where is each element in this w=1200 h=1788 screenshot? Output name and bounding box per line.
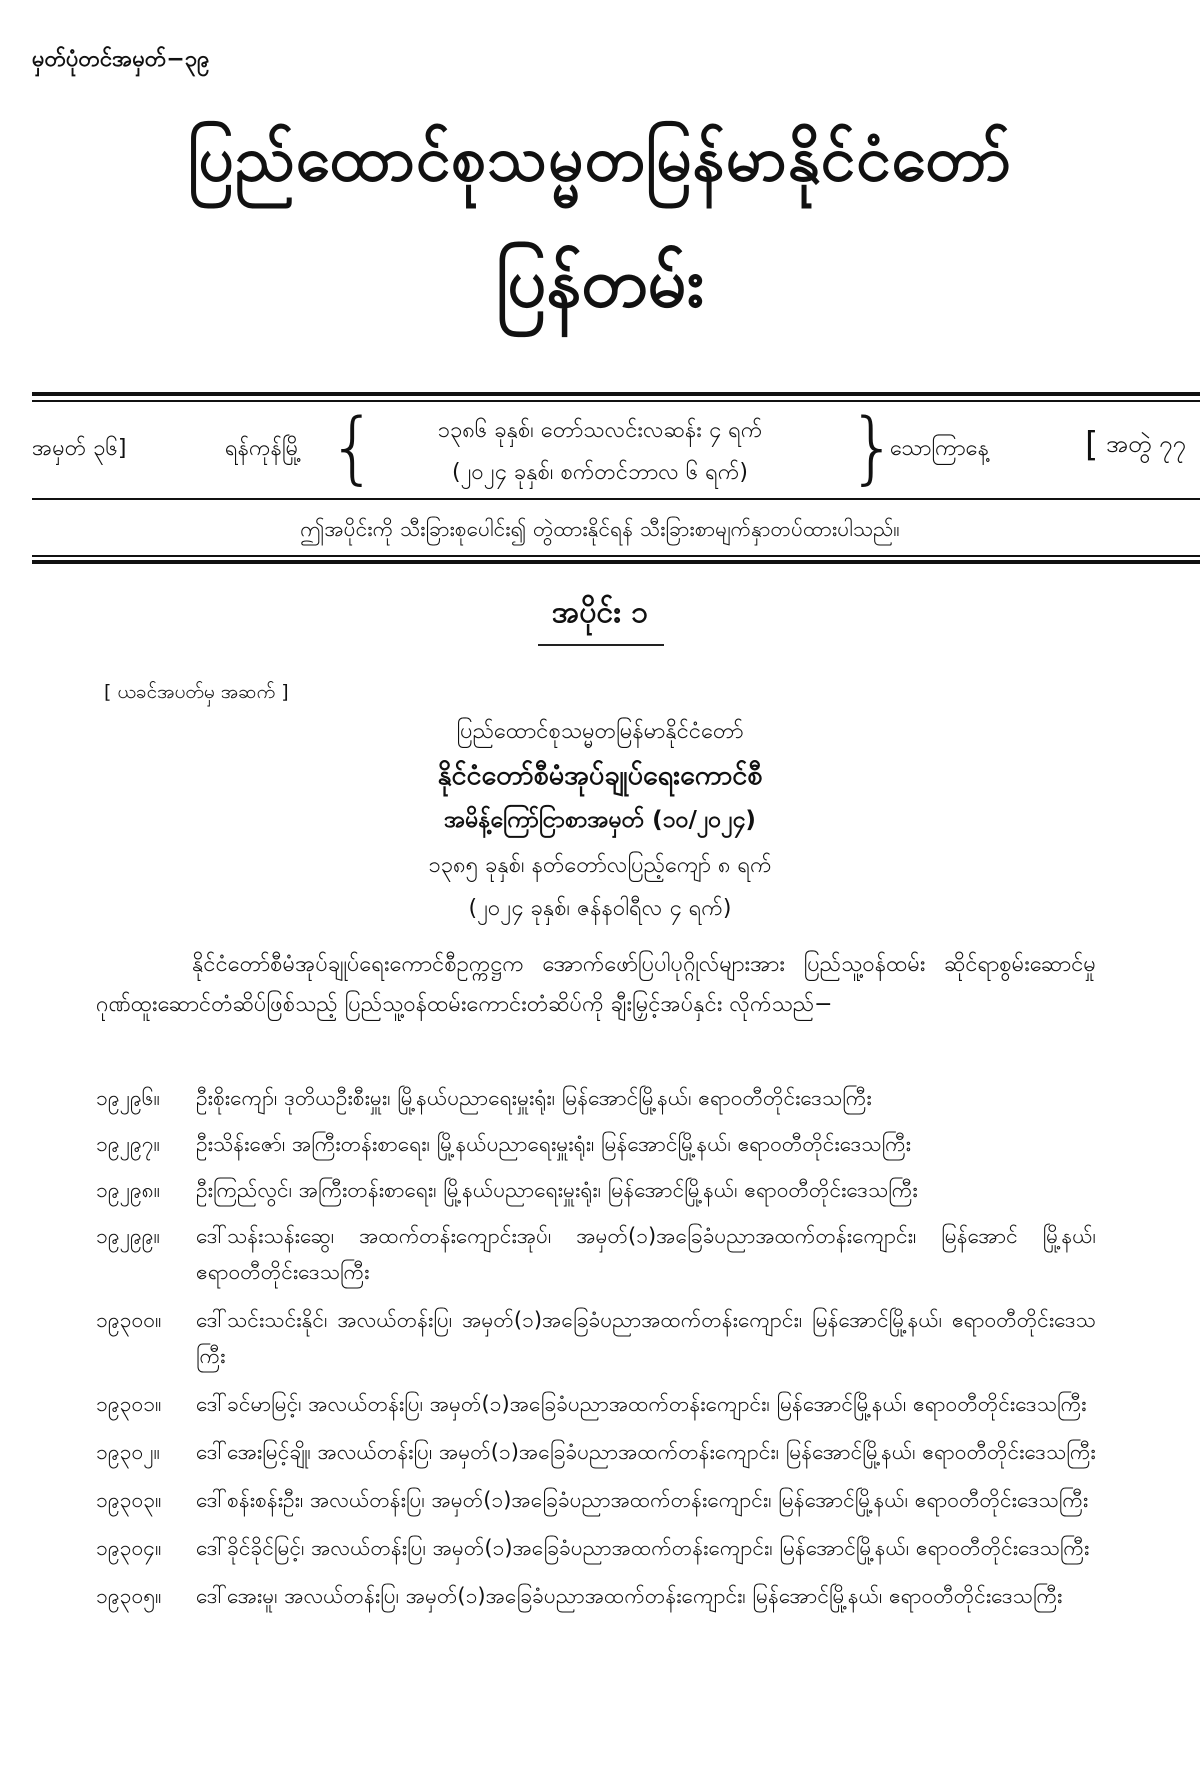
separate-binding-notice: ဤအပိုင်းကို သီးခြားစုပေါင်း၍ တွဲထားနိုင်ရန် သီးခြားစာမျက်နှာတပ်ထားပါသည်။ [300, 517, 900, 541]
list-item: ၁၉၂၉၉။ ဒေါ်သန်းသန်းဆွေ၊ အထက်တန်းကျောင်းအုပ်၊ အမှတ်(၁)အခြေခံပညာအထက်တန်းကျောင်း၊ မြန်အောင် မြို့နယ်၊ ဧရာဝတီတိုင်းဒေသကြီး [96, 1224, 1096, 1284]
award-paragraph: နိုင်ငံတော်စီမံအုပ်ချုပ်ရေးကောင်စီဥက္ကဋ္ဌက အောက်ဖော်ပြပါပုဂ္ဂိုလ်များအား ပြည်သူ့ဝန်ထမ်း ဆိုင်ရာစွမ်းဆောင်မှု ဂုဏ်ထူးဆောင်တံဆိပ်ဖြစ်သည့် ပြည်သူ့ဝန်ထမ်းကောင်းတံဆိပ်ကို ချီးမြှင့်အပ်နှင်း လိုက်သည်− [96, 952, 1096, 1017]
right-brace: } [848, 403, 898, 493]
list-item: ၁၉၂၉၈။ ဦးကြည်လွင်၊ အကြီးတန်းစာရေး၊ မြို့နယ်ပညာရေးမှူးရုံး၊ မြန်အောင်မြို့နယ်၊ ဧရာဝတီတိုင်းဒေသကြီး [96, 1178, 918, 1202]
header-rule-mid [32, 498, 1200, 500]
notification-date-myanmar: ၁၃၈၅ ခုနှစ်၊ နတ်တော်လပြည့်ကျော် ၈ ရက် [428, 853, 772, 878]
list-item: ၁၉၃၀၄။ ဒေါ်ခိုင်ခိုင်မြင့်၊ အလယ်တန်းပြ၊ အမှတ်(၁)အခြေခံပညာအထက်တန်းကျောင်း၊ မြန်အောင်မြို့နယ်၊ ဧရာဝတီတိုင်းဒေသကြီး [96, 1536, 1090, 1560]
list-item: ၁၉၃၀၁။ ဒေါ်ခင်မာမြင့်၊ အလယ်တန်းပြ၊ အမှတ်(၁)အခြေခံပညာအထက်တန်းကျောင်း၊ မြန်အောင်မြို့နယ်၊ ဧရာဝတီတိုင်းဒေသကြီး [96, 1392, 1087, 1416]
list-item: ၁၉၂၉၆။ ဦးစိုးကျော်၊ ဒုတိယဦးစီးမှူး၊ မြို့နယ်ပညာရေးမှူးရုံး၊ မြန်အောင်မြို့နယ်၊ ဧရာဝတီတိုင်းဒေသကြီး [96, 1086, 872, 1110]
issuer-state: ပြည်ထောင်စုသမ္မတမြန်မာနိုင်ငံတော် [456, 719, 744, 744]
gazette-name: ပြန်တမ်း [496, 244, 704, 323]
issue-number: အမှတ် ၃၆] [32, 436, 127, 461]
award-list [96, 1080, 1096, 1614]
list-item: ၁၉၃၀၂။ ဒေါ်အေးမြင့်ချို၊ အလယ်တန်းပြ၊ အမှတ်(၁)အခြေခံပညာအထက်တန်းကျောင်း၊ မြန်အောင်မြို့နယ်၊ ဧရာဝတီတိုင်းဒေသကြီး [96, 1440, 1096, 1464]
list-item: ၁၉၃၀၃။ ဒေါ်စန်းစန်းဦး၊ အလယ်တန်းပြ၊ အမှတ်(၁)အခြေခံပညာအထက်တန်းကျောင်း၊ မြန်အောင်မြို့နယ်၊ ဧရာဝတီတိုင်းဒေသကြီး [96, 1488, 1089, 1512]
issue-date-myanmar: ၁၃၈၆ ခုနှစ်၊ တော်သလင်းလဆန်း ၄ ရက် [437, 418, 763, 443]
notification-date-gregorian: (၂၀၂၄ ခုနှစ်၊ ဇန်နဝါရီလ ၄ ရက်) [468, 896, 732, 921]
list-item: ၁၉၂၉၇။ ဦးသိန်းဇော်၊ အကြီးတန်းစာရေး၊ မြို့နယ်ပညာရေးမှူးရုံး၊ မြန်အောင်မြို့နယ်၊ ဧရာဝတီတိုင်းဒေသကြီး [96, 1132, 911, 1156]
volume-number: [ အတွဲ ၇၇ [1085, 425, 1186, 465]
part-underline [538, 644, 664, 646]
notice-rule-thick [32, 560, 1200, 564]
list-item: ၁၉၃၀၅။ ဒေါ်အေးမူ၊ အလယ်တန်းပြ၊ အမှတ်(၁)အခြေခံပညာအထက်တန်းကျောင်း၊ မြန်အောင်မြို့နယ်၊ ဧရာဝတီတိုင်းဒေသကြီး [96, 1584, 1063, 1608]
left-brace: { [328, 403, 378, 493]
issuer-body: နိုင်ငံတော်စီမံအုပ်ချုပ်ရေးကောင်စီ [437, 760, 763, 791]
issue-weekday: သောကြာနေ့ [890, 436, 989, 461]
issue-header [0, 405, 1200, 495]
list-item: ၁၉၃၀၀။ ဒေါ်သင်းသင်းနိုင်၊ အလယ်တန်းပြ၊ အမှတ်(၁)အခြေခံပညာအထက်တန်းကျောင်း၊ မြန်အောင်မြို့နယ်၊ ဧရာဝတီတိုင်းဒေသကြီး [96, 1308, 1096, 1368]
header-rule-top-thick [32, 392, 1200, 396]
notice-rule-thin [32, 555, 1200, 557]
issue-date-gregorian: (၂၀၂၄ ခုနှစ်၊ စက်တင်ဘာလ ၆ ရက်) [451, 460, 748, 485]
gazette-title: ပြည်ထောင်စုသမ္မတမြန်မာနိုင်ငံတော် [188, 122, 1012, 195]
continuation-note: [ ယခင်အပတ်မှ အဆက် ] [104, 681, 289, 703]
notification-number: အမိန့်ကြော်ငြာစာအမှတ် (၁၀/၂၀၂၄) [444, 807, 756, 833]
publication-city: ရန်ကုန်မြို့ [225, 436, 302, 461]
header-rule-top-thin [32, 400, 1200, 402]
part-heading: အပိုင်း ၁ [551, 595, 649, 630]
registration-number: မှတ်ပုံတင်အမှတ်−၃၉ [32, 47, 210, 72]
